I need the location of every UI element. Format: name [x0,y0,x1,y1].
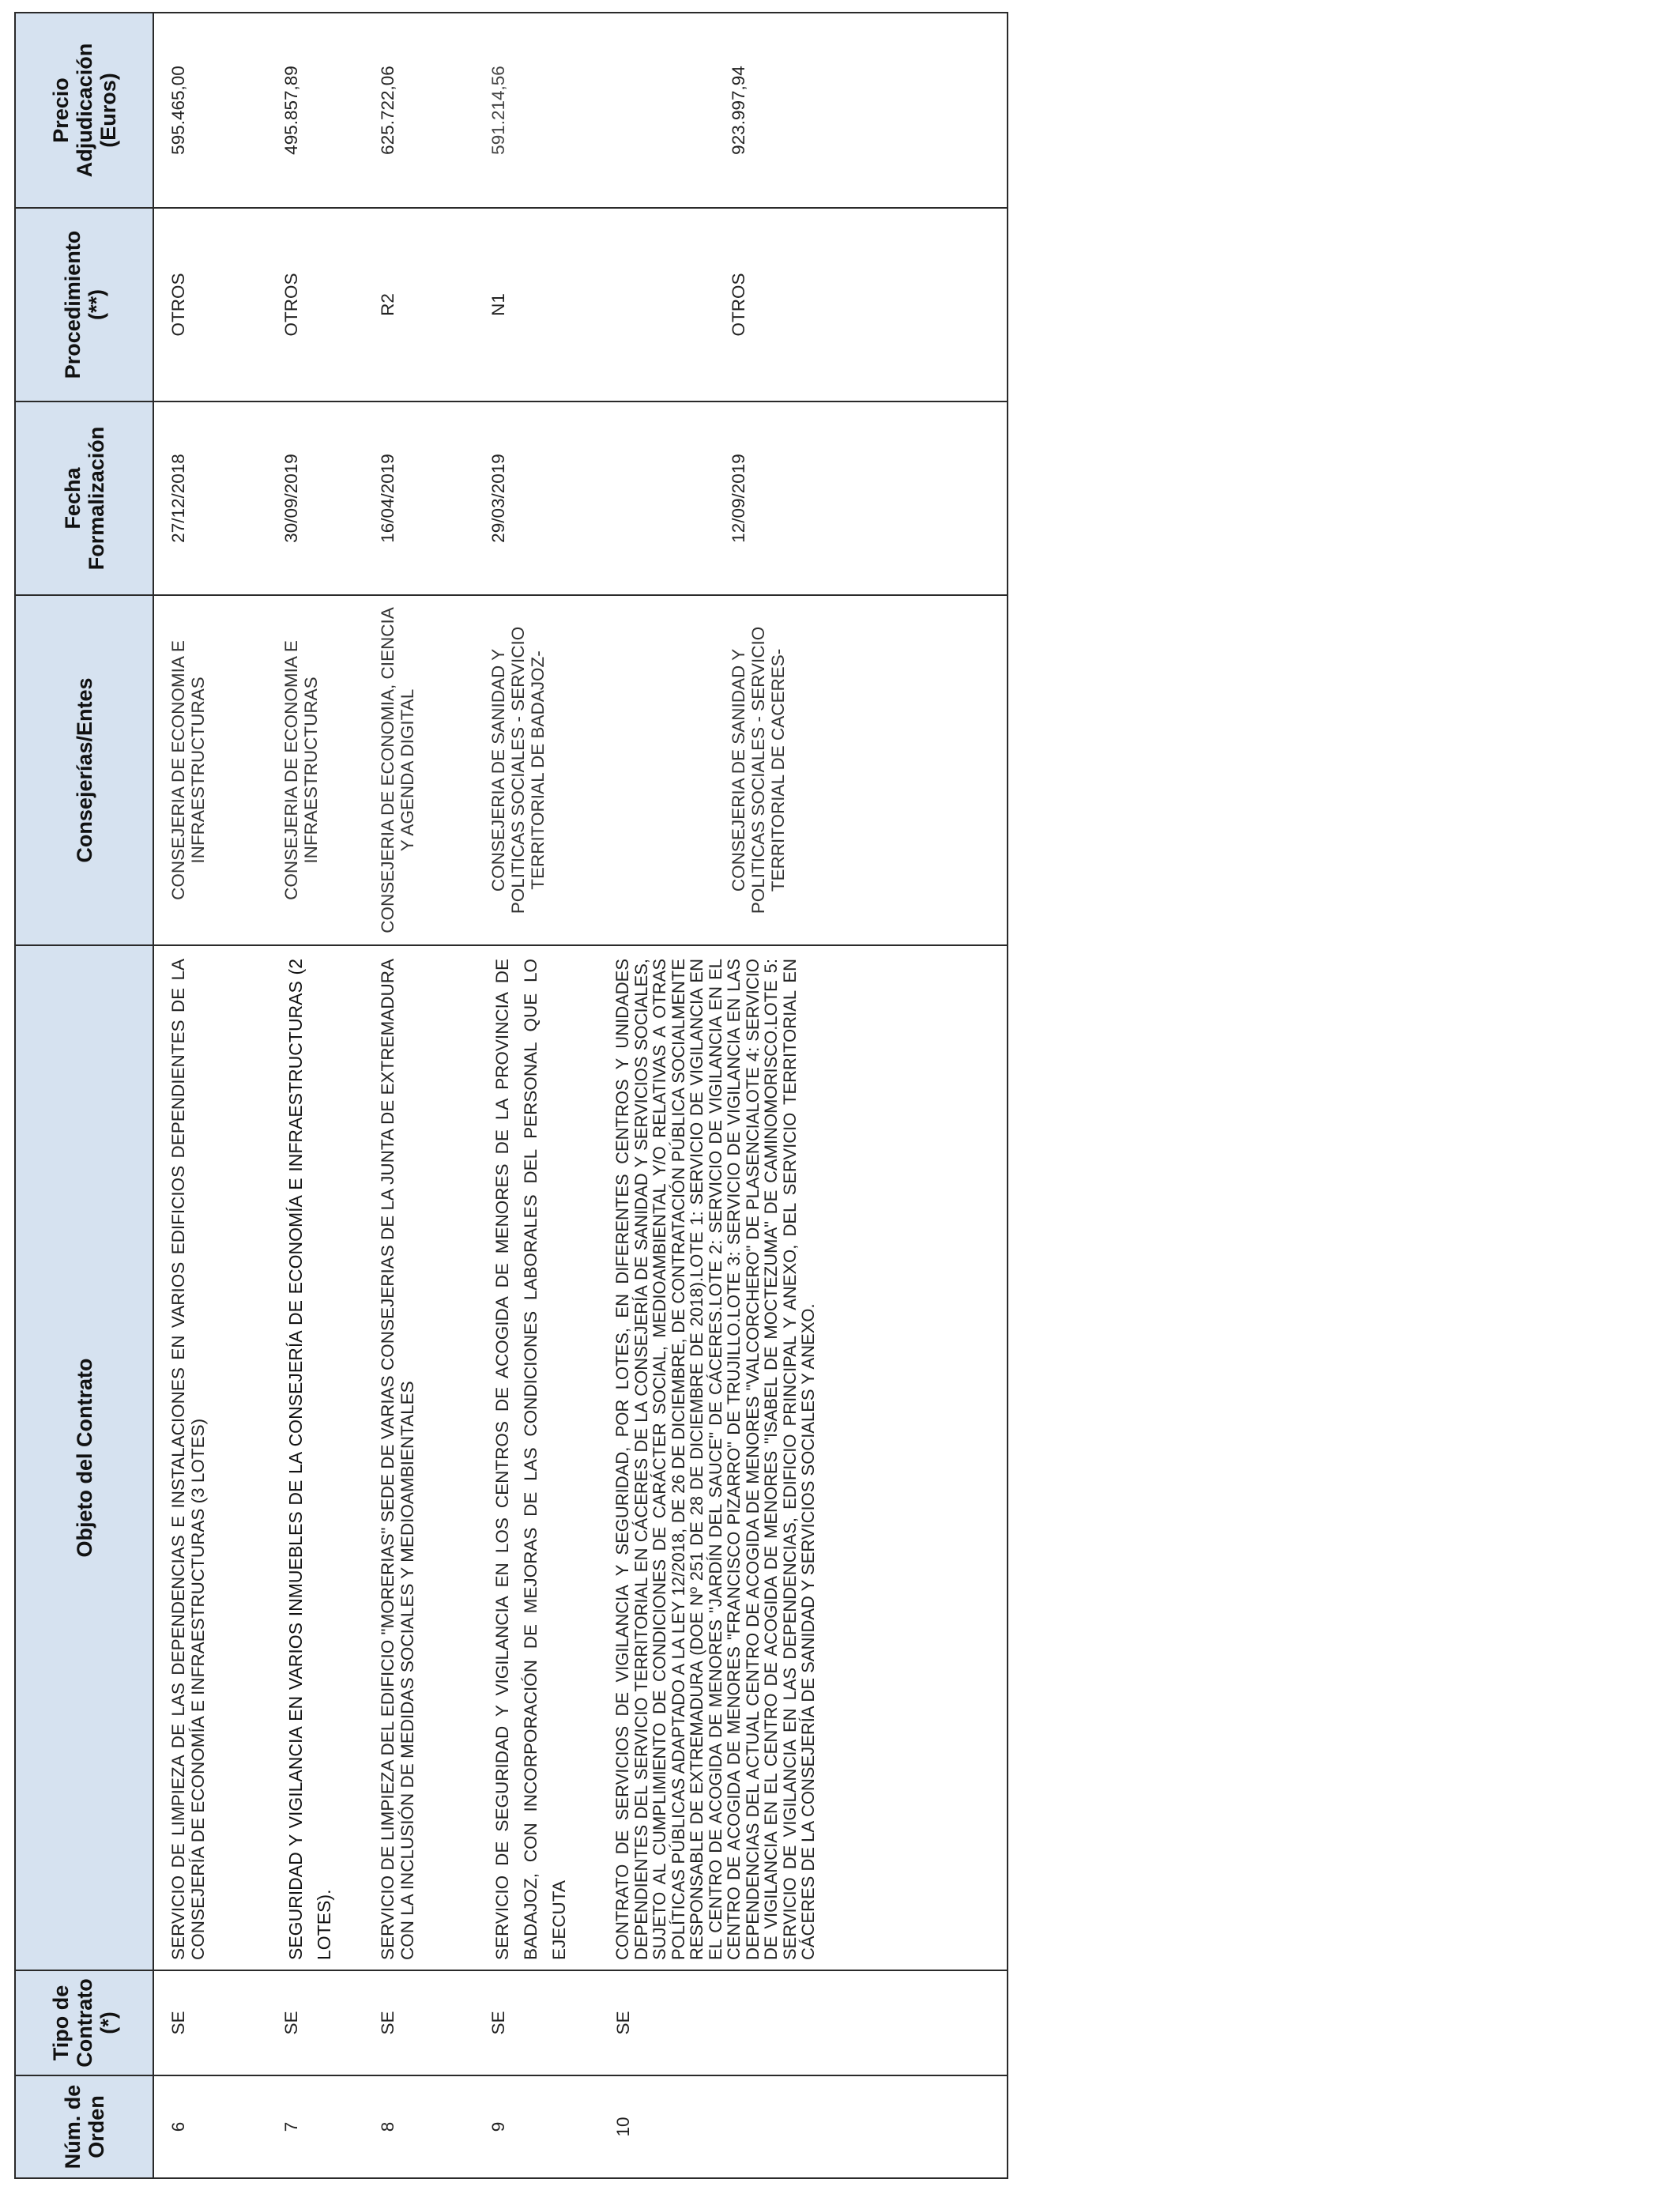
cell-ente: CONSEJERIA DE ECONOMIA, CIENCIA Y AGENDA DIGITAL [360,595,471,945]
cell-objeto: SEGURIDAD Y VIGILANCIA EN VARIOS INMUEBLES DE LA CONSEJERÍA DE ECONOMÍA E INFRAESTRUCTURAS (2 LOTES). [264,945,360,1970]
header-num-orden: Núm. de Orden [15,2075,153,2178]
cell-objeto: CONTRATO DE SERVICIOS DE VIGILANCIA Y SEGURIDAD, POR LOTES, EN DIFERENTES CENTROS Y UNIDADES DEPENDIENTES DEL SERVICIO TERRITORIAL EN CÁCERES DE LA CONSEJERÍA DE SANIDAD Y SERVICIOS SOCIALES, SUJETO AL CUMPLIMIENTO DE CONDICIONES DE CARÁCTER SOCIAL, MEDIOAMBIENTAL Y/O RELATIVAS A OTRAS POLÍTICAS PÚBLICAS ADAPTADO A LA LEY 12/2018, DE 26 DE DICIEMBRE, DE CONTRATACIÓN PÚBLICA SOCIALMENTE RESPONSABLE DE EXTREMADURA (DOE Nº 251 DE 28 DE DICIEMBRE DE 2018).LOTE 1: SERVICIO DE VIGILANCIA EN EL CENTRO DE ACOGIDA DE MENORES "JARDÍN DEL SAUCE" DE CÁCERES.LOTE 2: SERVICIO DE VIGILANCIA EN EL CENTRO DE ACOGIDA DE MENORES "FRANCISCO PIZARRO" DE TRUJILLO.LOTE 3: SERVICIO DE VIGILANCIA EN LAS DEPENDENCIAS DEL ACTUAL CENTRO DE ACOGIDA DE MENORES "VALCORCHERO" DE PLASENCIALOTE 4: SERVICIO DE VIGILANCIA EN EL CENTRO DE ACOGIDA DE MENORES "ISABEL DE MOCTEZUMA" DE CAMINOMORISCO.LOTE 5: SERVICIO DE VIGILANCIA EN LAS DEPENDENCIAS, EDIFICIO PRINCIPAL Y ANEXO, DEL SERVICIO TERRITORIAL EN CÁCERES DE LA CONSEJERÍA DE SANIDAD Y SERVICIOS SOCIALES Y ANEXO. [582,945,1008,1970]
table-row [153,13,264,2178]
cell-num: 10 [582,2075,1008,2178]
cell-procedimiento: OTROS [153,208,264,401]
cell-precio: 595.465,00 [153,13,264,208]
cell-procedimiento: R2 [360,208,471,401]
cell-objeto: SERVICIO DE SEGURIDAD Y VIGILANCIA EN LOS CENTROS DE ACOGIDA DE MENORES DE LA PROVINCIA DE BADAJOZ, CON INCORPORACIÓN DE MEJORAS DE LAS CONDICIONES LABORALES DEL PERSONAL QUE LO EJECUTA [471,945,582,1970]
cell-ente: CONSEJERIA DE ECONOMIA E INFRAESTRUCTURAS [153,595,264,945]
cell-ente: CONSEJERIA DE SANIDAD Y POLITICAS SOCIALES - SERVICIO TERRITORIAL DE CACERES- [582,595,1008,945]
rotated-table-container [14,13,1008,2179]
cell-ente: CONSEJERIA DE ECONOMIA E INFRAESTRUCTURAS [264,595,360,945]
cell-tipo: SE [471,1970,582,2075]
table-row [264,13,360,2178]
cell-precio: 591.214,56 [471,13,582,208]
cell-num: 6 [153,2075,264,2178]
cell-precio: 625.722,06 [360,13,471,208]
cell-fecha: 12/09/2019 [582,401,1008,595]
cell-tipo: SE [264,1970,360,2075]
header-consejerias: Consejerías/Entes [15,595,153,945]
header-tipo-contrato: Tipo de Contrato (*) [15,1970,153,2075]
contracts-table [14,12,1008,2179]
header-procedimiento: Procedimiento (**) [15,208,153,401]
cell-procedimiento: N1 [471,208,582,401]
header-row [15,13,153,2178]
cell-ente: CONSEJERIA DE SANIDAD Y POLITICAS SOCIALES - SERVICIO TERRITORIAL DE BADAJOZ- [471,595,582,945]
cell-num: 8 [360,2075,471,2178]
cell-fecha: 16/04/2019 [360,401,471,595]
cell-precio: 923.997,94 [582,13,1008,208]
cell-procedimiento: OTROS [582,208,1008,401]
header-fecha: Fecha Formalización [15,401,153,595]
cell-num: 7 [264,2075,360,2178]
cell-tipo: SE [582,1970,1008,2075]
table-row [471,13,582,2178]
header-precio: Precio Adjudicación (Euros) [15,13,153,208]
cell-fecha: 27/12/2018 [153,401,264,595]
cell-precio: 495.857,89 [264,13,360,208]
header-objeto: Objeto del Contrato [15,945,153,1970]
cell-fecha: 30/09/2019 [264,401,360,595]
cell-procedimiento: OTROS [264,208,360,401]
table-row [360,13,471,2178]
cell-tipo: SE [360,1970,471,2075]
cell-tipo: SE [153,1970,264,2075]
cell-fecha: 29/03/2019 [471,401,582,595]
cell-objeto: SERVICIO DE LIMPIEZA DE LAS DEPENDENCIAS E INSTALACIONES EN VARIOS EDIFICIOS DEPENDIENTES DE LA CONSEJERÍA DE ECONOMÍA E INFRAESTRUCTURAS (3 LOTES) [153,945,264,1970]
cell-objeto: SERVICIO DE LIMPIEZA DEL EDIFICIO "MORERIAS" SEDE DE VARIAS CONSEJERIAS DE LA JUNTA DE EXTREMADURA CON LA INCLUSIÓN DE MEDIDAS SOCIALES Y MEDIOAMBIENTALES [360,945,471,1970]
table-row [582,13,1008,2178]
cell-num: 9 [471,2075,582,2178]
